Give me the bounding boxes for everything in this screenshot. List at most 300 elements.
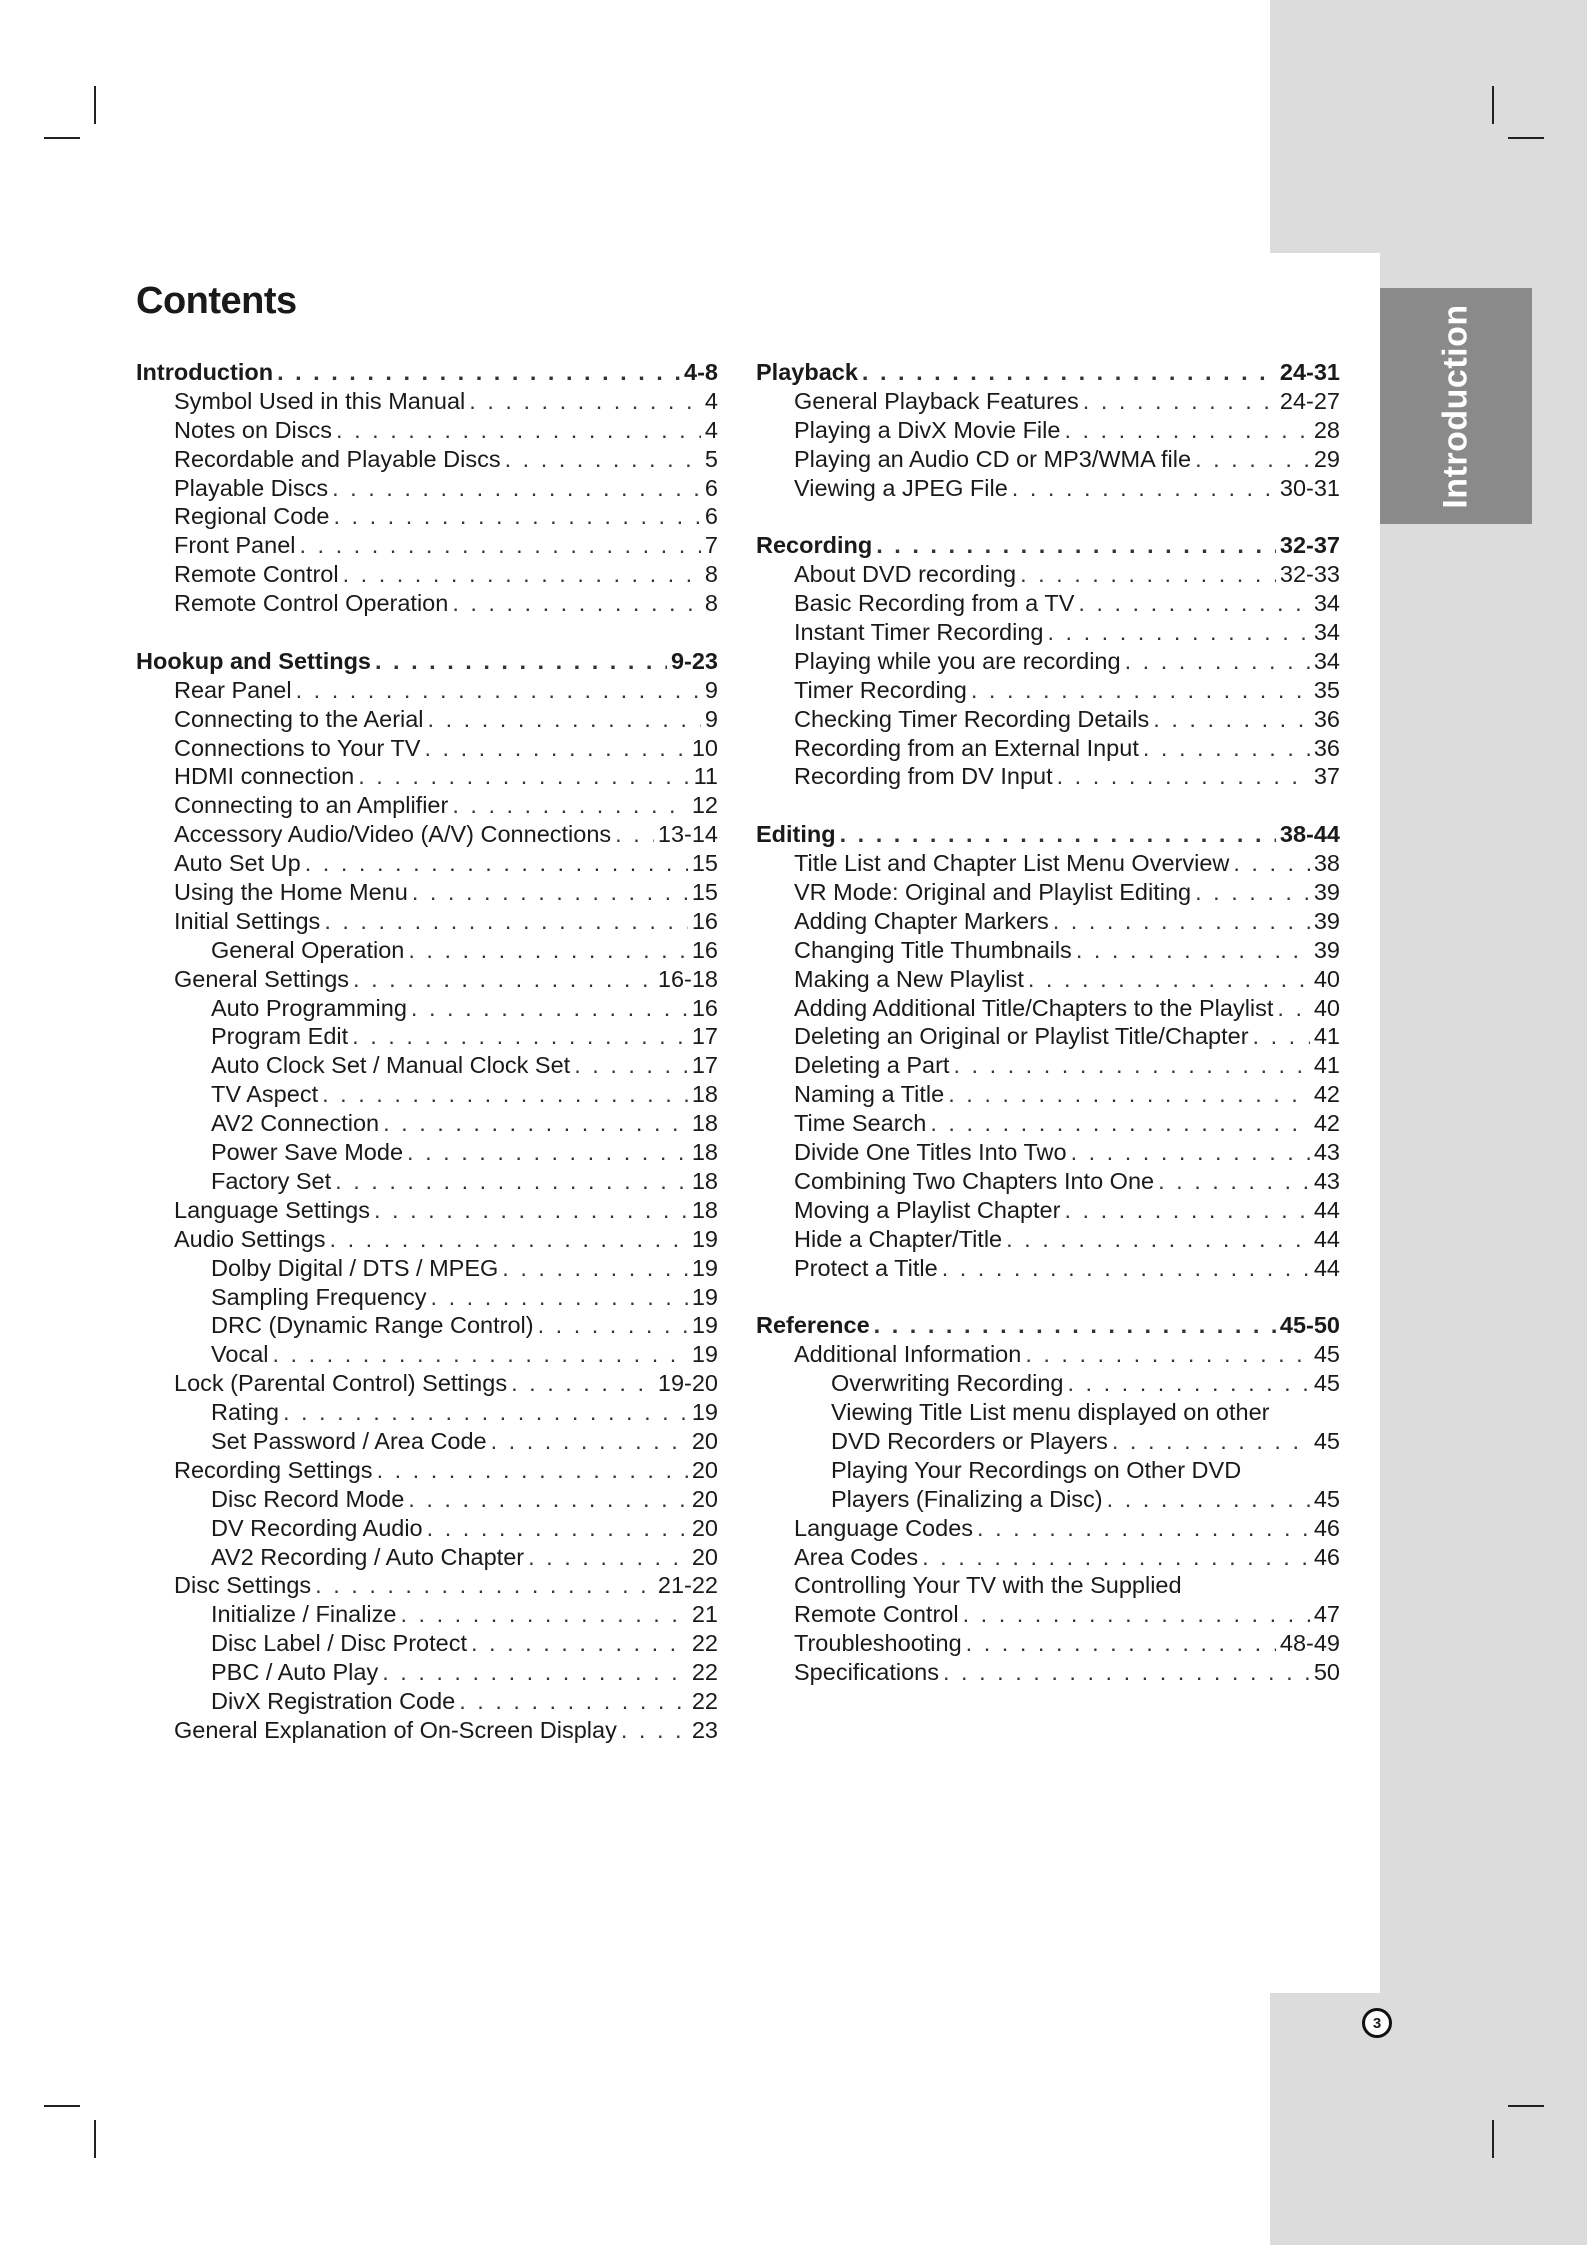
toc-page-number: 39 bbox=[1313, 907, 1340, 934]
toc-entry-title: Naming a Title bbox=[794, 1081, 945, 1108]
toc-entry-title: Viewing Title List menu displayed on other bbox=[831, 1399, 1270, 1426]
dot-leader bbox=[1053, 907, 1310, 936]
toc-page-number: 24-31 bbox=[1279, 359, 1340, 385]
toc-entry-title: Overwriting Recording bbox=[831, 1370, 1064, 1397]
toc-entry[interactable] bbox=[136, 560, 718, 589]
dot-leader bbox=[963, 1600, 1310, 1629]
toc-entry-title: Specifications bbox=[794, 1659, 939, 1686]
toc-entry-title: Timer Recording bbox=[794, 676, 967, 703]
section-tab bbox=[1380, 288, 1532, 524]
dot-leader bbox=[277, 358, 680, 387]
dot-leader bbox=[1078, 589, 1309, 618]
toc-section-heading[interactable] bbox=[756, 531, 1340, 560]
dot-leader bbox=[322, 1080, 688, 1109]
toc-entry[interactable] bbox=[136, 1427, 718, 1456]
dot-leader bbox=[971, 676, 1310, 705]
dot-leader bbox=[1067, 1369, 1309, 1398]
toc-entry-title: Making a New Playlist bbox=[794, 965, 1024, 992]
toc-entry-title: Combining Two Chapters Into One bbox=[794, 1167, 1155, 1194]
toc-entry-title: Playing an Audio CD or MP3/WMA file bbox=[794, 445, 1192, 472]
toc-page-number: 15 bbox=[691, 850, 718, 877]
dot-leader bbox=[1083, 387, 1276, 416]
toc-page-number: 50 bbox=[1313, 1659, 1340, 1686]
toc-entry[interactable] bbox=[756, 676, 1340, 705]
toc-entry[interactable] bbox=[136, 1485, 718, 1514]
toc-entry[interactable] bbox=[136, 1716, 718, 1745]
toc-entry[interactable] bbox=[756, 965, 1340, 994]
dot-leader bbox=[333, 502, 700, 531]
toc-page-number: 43 bbox=[1313, 1139, 1340, 1166]
dot-leader bbox=[876, 531, 1276, 560]
margin-band-top bbox=[1270, 0, 1587, 253]
dot-leader bbox=[1057, 762, 1310, 791]
toc-page-number: 29 bbox=[1313, 445, 1340, 472]
toc-entry[interactable] bbox=[136, 1629, 718, 1658]
toc-page-number: 13-14 bbox=[657, 821, 718, 848]
toc-entry[interactable] bbox=[756, 994, 1340, 1023]
toc-entry-title: General Settings bbox=[174, 965, 350, 992]
dot-leader bbox=[336, 416, 701, 445]
toc-entry-title: Players (Finalizing a Disc) bbox=[831, 1485, 1103, 1512]
toc-entry-title: Recordable and Playable Discs bbox=[174, 445, 501, 472]
dot-leader bbox=[353, 965, 654, 994]
dot-leader bbox=[1020, 560, 1276, 589]
toc-entry-title: Recording from an External Input bbox=[794, 734, 1139, 761]
dot-leader bbox=[1071, 1138, 1310, 1167]
toc-page-number: 15 bbox=[691, 879, 718, 906]
toc-entry-title: Deleting an Original or Playlist Title/Chapter bbox=[794, 1023, 1249, 1050]
toc-page-number: 32-33 bbox=[1279, 561, 1340, 588]
toc-page-number: 17 bbox=[691, 1023, 718, 1050]
toc-page-number: 20 bbox=[691, 1543, 718, 1570]
dot-leader bbox=[502, 1254, 688, 1283]
toc-entry[interactable] bbox=[136, 1022, 718, 1051]
toc-page-number: 48-49 bbox=[1279, 1630, 1340, 1657]
toc-page-number: 32-37 bbox=[1279, 532, 1340, 559]
dot-leader bbox=[1125, 647, 1310, 676]
toc-entry[interactable] bbox=[136, 734, 718, 763]
toc-entry-title: Viewing a JPEG File bbox=[794, 474, 1008, 501]
toc-entry[interactable] bbox=[136, 1456, 718, 1485]
toc-entry[interactable] bbox=[136, 1080, 718, 1109]
toc-entry[interactable] bbox=[136, 994, 718, 1023]
toc-page-number: 9 bbox=[704, 705, 718, 732]
toc-page-number: 38-44 bbox=[1279, 821, 1340, 848]
dot-leader bbox=[273, 1340, 688, 1369]
toc-page-number: 34 bbox=[1313, 647, 1340, 674]
toc-entry[interactable] bbox=[756, 1051, 1340, 1080]
toc-entry[interactable] bbox=[756, 1514, 1340, 1543]
toc-entry[interactable] bbox=[756, 1571, 1340, 1600]
toc-entry[interactable] bbox=[756, 387, 1340, 416]
toc-entry[interactable] bbox=[756, 1109, 1340, 1138]
toc-entry-title: General Operation bbox=[211, 936, 405, 963]
dot-leader bbox=[942, 1254, 1310, 1283]
toc-entry[interactable] bbox=[136, 1109, 718, 1138]
toc-entry-title: HDMI connection bbox=[174, 763, 355, 790]
toc-entry-title: Auto Set Up bbox=[174, 850, 301, 877]
dot-leader bbox=[375, 647, 667, 676]
toc-entry[interactable] bbox=[756, 589, 1340, 618]
toc-entry-title: Regional Code bbox=[174, 503, 330, 530]
toc-entry-title: Language Settings bbox=[174, 1196, 370, 1223]
dot-leader bbox=[1253, 1022, 1310, 1051]
toc-entry[interactable] bbox=[136, 589, 718, 618]
toc-entry-title: Adding Chapter Markers bbox=[794, 907, 1049, 934]
toc-entry[interactable] bbox=[136, 1514, 718, 1543]
dot-leader bbox=[296, 676, 701, 705]
toc-entry[interactable] bbox=[756, 1658, 1340, 1687]
toc-page-number: 18 bbox=[691, 1139, 718, 1166]
toc-entry[interactable] bbox=[756, 878, 1340, 907]
dot-leader bbox=[574, 1051, 688, 1080]
toc-entry[interactable] bbox=[136, 820, 718, 849]
toc-page-number: 20 bbox=[691, 1456, 718, 1483]
dot-leader bbox=[511, 1369, 654, 1398]
toc-entry[interactable] bbox=[756, 936, 1340, 965]
toc-entry[interactable] bbox=[136, 1225, 718, 1254]
toc-page-number: 16 bbox=[691, 907, 718, 934]
toc-entry[interactable] bbox=[136, 1254, 718, 1283]
margin-band-bottom bbox=[1270, 1993, 1587, 2245]
toc-entry-title: AV2 Connection bbox=[211, 1110, 380, 1137]
dot-leader bbox=[1047, 618, 1309, 647]
toc-page-number: 45 bbox=[1313, 1341, 1340, 1368]
toc-page-number: 35 bbox=[1313, 676, 1340, 703]
toc-page-number: 5 bbox=[704, 445, 718, 472]
toc-page-number: 19 bbox=[691, 1341, 718, 1368]
toc-entry[interactable] bbox=[756, 1225, 1340, 1254]
toc-page-number: 11 bbox=[693, 763, 718, 790]
toc-entry[interactable] bbox=[756, 734, 1340, 763]
toc-entry[interactable] bbox=[756, 705, 1340, 734]
toc-page-number: 40 bbox=[1313, 994, 1340, 1021]
section-spacer bbox=[756, 1283, 1340, 1312]
toc-entry[interactable] bbox=[136, 965, 718, 994]
toc-entry[interactable] bbox=[136, 878, 718, 907]
toc-entry-title: Introduction bbox=[136, 359, 274, 385]
toc-page-number: 16-18 bbox=[657, 965, 718, 992]
toc-entry-title: DivX Registration Code bbox=[211, 1687, 456, 1714]
toc-section-heading[interactable] bbox=[756, 358, 1340, 387]
toc-entry-title: Vocal bbox=[211, 1341, 269, 1368]
toc-page-number: 4 bbox=[704, 416, 718, 443]
dot-leader bbox=[953, 1051, 1309, 1080]
toc-entry[interactable] bbox=[136, 936, 718, 965]
toc-entry[interactable] bbox=[756, 1080, 1340, 1109]
toc-entry[interactable] bbox=[136, 387, 718, 416]
toc-entry[interactable] bbox=[136, 1571, 718, 1600]
toc-entry[interactable] bbox=[136, 1138, 718, 1167]
toc-entry[interactable] bbox=[756, 1340, 1340, 1369]
toc-entry[interactable] bbox=[136, 907, 718, 936]
toc-page-number: 39 bbox=[1313, 879, 1340, 906]
toc-entry-title: DRC (Dynamic Range Control) bbox=[211, 1312, 534, 1339]
toc-entry[interactable] bbox=[136, 474, 718, 503]
toc-entry-title: Remote Control Operation bbox=[174, 590, 449, 617]
toc-entry[interactable] bbox=[756, 1138, 1340, 1167]
toc-entry[interactable] bbox=[136, 849, 718, 878]
dot-leader bbox=[621, 1716, 688, 1745]
toc-page-number: 36 bbox=[1313, 734, 1340, 761]
dot-leader bbox=[1233, 849, 1309, 878]
dot-leader bbox=[408, 1485, 688, 1514]
toc-entry[interactable] bbox=[136, 1687, 718, 1716]
toc-entry[interactable] bbox=[136, 1283, 718, 1312]
dot-leader bbox=[930, 1109, 1310, 1138]
toc-entry-title: Changing Title Thumbnails bbox=[794, 936, 1072, 963]
toc-entry-title: Reference bbox=[756, 1312, 870, 1339]
dot-leader bbox=[1158, 1167, 1310, 1196]
toc-page-number: 36 bbox=[1313, 705, 1340, 732]
dot-leader bbox=[358, 762, 689, 791]
toc-entry[interactable] bbox=[756, 1196, 1340, 1225]
toc-entry-title: Basic Recording from a TV bbox=[794, 590, 1075, 617]
toc-entry-title: Audio Settings bbox=[174, 1225, 326, 1252]
toc-page-number: 6 bbox=[704, 503, 718, 530]
dot-leader bbox=[1006, 1225, 1310, 1254]
toc-page-number: 19 bbox=[691, 1225, 718, 1252]
toc-entry[interactable] bbox=[756, 1398, 1340, 1427]
toc-page-number: 44 bbox=[1313, 1196, 1340, 1223]
toc-entry[interactable] bbox=[136, 445, 718, 474]
toc-entry-title: Controlling Your TV with the Supplied bbox=[794, 1572, 1182, 1599]
toc-entry[interactable] bbox=[136, 1196, 718, 1225]
dot-leader bbox=[948, 1080, 1310, 1109]
toc-page-number: 18 bbox=[691, 1167, 718, 1194]
crop-mark bbox=[1508, 2105, 1544, 2107]
toc-entry[interactable] bbox=[756, 849, 1340, 878]
toc-section-heading[interactable] bbox=[756, 820, 1340, 849]
toc-page-number: 6 bbox=[704, 474, 718, 501]
dot-leader bbox=[411, 994, 688, 1023]
toc-entry[interactable] bbox=[136, 676, 718, 705]
toc-entry[interactable] bbox=[136, 705, 718, 734]
toc-entry-title: Recording Settings bbox=[174, 1456, 373, 1483]
toc-entry[interactable] bbox=[136, 502, 718, 531]
toc-entry[interactable] bbox=[136, 1600, 718, 1629]
toc-entry-title: TV Aspect bbox=[211, 1081, 319, 1108]
toc-section-heading[interactable] bbox=[756, 1311, 1340, 1340]
dot-leader bbox=[966, 1629, 1276, 1658]
page-title: Contents bbox=[136, 280, 297, 322]
toc-entry[interactable] bbox=[136, 416, 718, 445]
toc-page-number: 41 bbox=[1313, 1052, 1340, 1079]
toc-entry[interactable] bbox=[756, 1022, 1340, 1051]
toc-entry-title: Using the Home Menu bbox=[174, 879, 408, 906]
dot-leader bbox=[862, 358, 1276, 387]
dot-leader bbox=[283, 1398, 688, 1427]
toc-entry-title: PBC / Auto Play bbox=[211, 1659, 379, 1686]
toc-entry-title: Factory Set bbox=[211, 1167, 332, 1194]
toc-page-number: 37 bbox=[1313, 763, 1340, 790]
toc-page-number: 42 bbox=[1313, 1110, 1340, 1137]
toc-entry[interactable] bbox=[136, 531, 718, 560]
toc-page-number: 28 bbox=[1313, 416, 1340, 443]
toc-entry-title: Connecting to the Aerial bbox=[174, 705, 424, 732]
dot-leader bbox=[343, 560, 701, 589]
toc-entry-title: Troubleshooting bbox=[794, 1630, 962, 1657]
toc-entry[interactable] bbox=[756, 474, 1340, 503]
toc-entry-title: Connecting to an Amplifier bbox=[174, 792, 449, 819]
toc-page-number: 30-31 bbox=[1279, 474, 1340, 501]
dot-leader bbox=[528, 1543, 688, 1572]
toc-entry-title: Remote Control bbox=[174, 561, 339, 588]
dot-leader bbox=[1025, 1340, 1310, 1369]
dot-leader bbox=[1195, 445, 1310, 474]
section-spacer bbox=[136, 618, 718, 647]
toc-entry-title: Symbol Used in this Manual bbox=[174, 387, 466, 414]
toc-entry-title: Protect a Title bbox=[794, 1254, 938, 1281]
toc-entry[interactable] bbox=[756, 416, 1340, 445]
dot-leader bbox=[383, 1109, 688, 1138]
toc-page-number: 46 bbox=[1313, 1543, 1340, 1570]
toc-page-number: 41 bbox=[1313, 1023, 1340, 1050]
dot-leader bbox=[428, 705, 701, 734]
toc-entry-title: Auto Programming bbox=[211, 994, 407, 1021]
toc-page-number: 9-23 bbox=[670, 647, 718, 674]
toc-page-number: 19 bbox=[691, 1399, 718, 1426]
toc-page-number: 7 bbox=[704, 532, 718, 559]
toc-page-number: 38 bbox=[1313, 850, 1340, 877]
toc-entry[interactable] bbox=[756, 1600, 1340, 1629]
toc-entry[interactable] bbox=[756, 1427, 1340, 1456]
toc-entry-title: Instant Timer Recording bbox=[794, 619, 1044, 646]
toc-left-column bbox=[136, 358, 718, 1745]
toc-page-number: 18 bbox=[691, 1081, 718, 1108]
toc-page-number: 12 bbox=[691, 792, 718, 819]
toc-entry[interactable] bbox=[136, 1167, 718, 1196]
toc-entry[interactable] bbox=[756, 647, 1340, 676]
toc-page-number: 22 bbox=[691, 1630, 718, 1657]
toc-page-number: 19 bbox=[691, 1283, 718, 1310]
toc-entry-title: Playing Your Recordings on Other DVD bbox=[831, 1456, 1242, 1483]
toc-entry[interactable] bbox=[136, 1543, 718, 1572]
toc-entry-title: Rating bbox=[211, 1399, 279, 1426]
dot-leader bbox=[374, 1196, 688, 1225]
dot-leader bbox=[977, 1514, 1310, 1543]
toc-page-number: 22 bbox=[691, 1687, 718, 1714]
toc-entry-title: Adding Additional Title/Chapters to the Playlist bbox=[794, 994, 1274, 1021]
toc-page-number: 21 bbox=[691, 1601, 718, 1628]
dot-leader bbox=[538, 1311, 688, 1340]
toc-entry[interactable] bbox=[136, 762, 718, 791]
toc-entry[interactable] bbox=[136, 1658, 718, 1687]
toc-entry[interactable] bbox=[136, 1311, 718, 1340]
dot-leader bbox=[299, 531, 700, 560]
toc-entry-title: DV Recording Audio bbox=[211, 1514, 423, 1541]
toc-entry[interactable] bbox=[756, 1485, 1340, 1514]
toc-entry-title: About DVD recording bbox=[794, 561, 1017, 588]
toc-section-heading[interactable] bbox=[136, 647, 718, 676]
dot-leader bbox=[874, 1311, 1276, 1340]
toc-entry-title: Area Codes bbox=[794, 1543, 919, 1570]
dot-leader bbox=[1028, 965, 1310, 994]
dot-leader bbox=[407, 1138, 688, 1167]
page-number-badge: 3 bbox=[1362, 2008, 1392, 2038]
toc-page-number: 19-20 bbox=[657, 1370, 718, 1397]
toc-entry[interactable] bbox=[136, 1051, 718, 1080]
toc-entry[interactable] bbox=[756, 1167, 1340, 1196]
toc-page-number: 19 bbox=[691, 1254, 718, 1281]
toc-entry[interactable] bbox=[756, 762, 1340, 791]
toc-page-number: 40 bbox=[1313, 965, 1340, 992]
toc-entry[interactable] bbox=[756, 560, 1340, 589]
toc-entry-title: Disc Record Mode bbox=[211, 1485, 405, 1512]
toc-entry-title: Divide One Titles Into Two bbox=[794, 1139, 1067, 1166]
dot-leader bbox=[408, 936, 688, 965]
toc-entry-title: Notes on Discs bbox=[174, 416, 333, 443]
dot-leader bbox=[452, 791, 688, 820]
toc-entry-title: Playback bbox=[756, 359, 858, 385]
dot-leader bbox=[922, 1543, 1310, 1572]
toc-entry[interactable] bbox=[756, 1543, 1340, 1572]
toc-entry-title: Sampling Frequency bbox=[211, 1283, 427, 1310]
toc-page-number: 34 bbox=[1313, 619, 1340, 646]
toc-entry-title: Playing a DivX Movie File bbox=[794, 416, 1061, 443]
toc-page-number: 42 bbox=[1313, 1081, 1340, 1108]
dot-leader bbox=[335, 1167, 688, 1196]
toc-entry-title: VR Mode: Original and Playlist Editing bbox=[794, 879, 1192, 906]
toc-entry[interactable] bbox=[136, 1340, 718, 1369]
crop-mark bbox=[1492, 2120, 1494, 2158]
toc-page-number: 8 bbox=[704, 590, 718, 617]
dot-leader bbox=[425, 734, 688, 763]
toc-entry-title: Time Search bbox=[794, 1110, 927, 1137]
toc-entry-title: Playable Discs bbox=[174, 474, 329, 501]
toc-entry-title: Initialize / Finalize bbox=[211, 1601, 397, 1628]
toc-entry-title: Hookup and Settings bbox=[136, 647, 371, 674]
toc-entry-title: Title List and Chapter List Menu Overview bbox=[794, 850, 1230, 877]
dot-leader bbox=[943, 1658, 1310, 1687]
dot-leader bbox=[1012, 474, 1276, 503]
toc-entry[interactable] bbox=[756, 1629, 1340, 1658]
toc-entry-title: Checking Timer Recording Details bbox=[794, 705, 1150, 732]
toc-right-column bbox=[756, 358, 1340, 1687]
toc-entry[interactable] bbox=[756, 907, 1340, 936]
toc-entry-title: Hide a Chapter/Title bbox=[794, 1225, 1003, 1252]
dot-leader bbox=[615, 820, 654, 849]
toc-page-number: 45-50 bbox=[1279, 1312, 1340, 1339]
dot-leader bbox=[1112, 1427, 1310, 1456]
toc-page-number: 17 bbox=[691, 1052, 718, 1079]
toc-entry-title: Accessory Audio/Video (A/V) Connections bbox=[174, 821, 612, 848]
toc-entry[interactable] bbox=[756, 1369, 1340, 1398]
toc-page-number: 20 bbox=[691, 1427, 718, 1454]
toc-entry[interactable] bbox=[136, 1398, 718, 1427]
toc-page-number: 44 bbox=[1313, 1225, 1340, 1252]
toc-entry[interactable] bbox=[136, 791, 718, 820]
toc-entry[interactable] bbox=[756, 1456, 1340, 1485]
dot-leader bbox=[1064, 416, 1309, 445]
toc-entry-title: Playing while you are recording bbox=[794, 647, 1121, 674]
toc-entry[interactable] bbox=[136, 1369, 718, 1398]
toc-section-heading[interactable] bbox=[136, 358, 718, 387]
dot-leader bbox=[412, 878, 688, 907]
section-tab-label: Introduction bbox=[1436, 303, 1475, 509]
toc-entry[interactable] bbox=[756, 445, 1340, 474]
toc-page-number: 44 bbox=[1313, 1254, 1340, 1281]
dot-leader bbox=[1153, 705, 1310, 734]
dot-leader bbox=[471, 1629, 688, 1658]
toc-entry[interactable] bbox=[756, 618, 1340, 647]
toc-page-number: 24-27 bbox=[1279, 387, 1340, 414]
toc-entry-title: Remote Control bbox=[794, 1601, 959, 1628]
dot-leader bbox=[332, 474, 701, 503]
toc-page-number: 45 bbox=[1313, 1370, 1340, 1397]
toc-page-number: 16 bbox=[691, 936, 718, 963]
toc-entry[interactable] bbox=[756, 1254, 1340, 1283]
